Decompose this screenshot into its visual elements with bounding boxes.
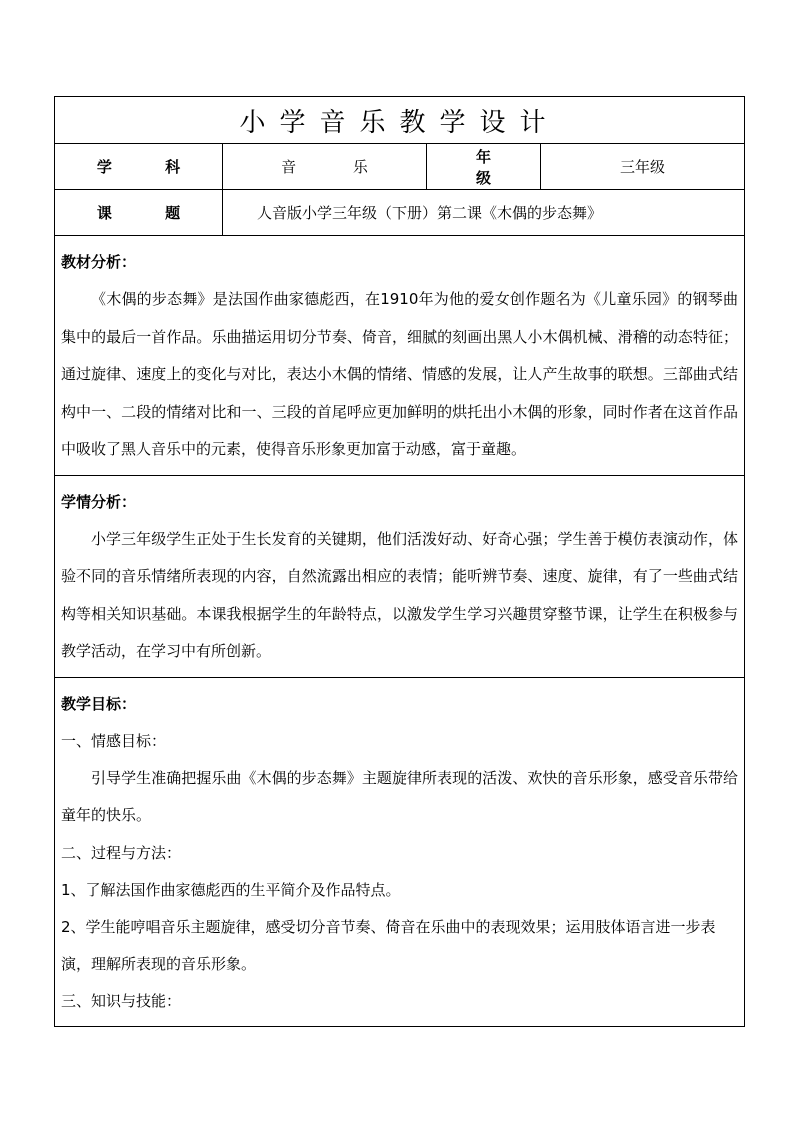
subject-value: 音 乐 bbox=[223, 144, 427, 190]
topic-label: 课 题 bbox=[55, 190, 223, 236]
student-analysis-heading: 学情分析： bbox=[61, 492, 137, 511]
topic-value: 人音版小学三年级（下册）第二课《木偶的步态舞》 bbox=[223, 190, 745, 236]
grade-value: 三年级 bbox=[541, 144, 745, 190]
material-analysis-heading: 教材分析： bbox=[61, 253, 137, 271]
lesson-plan-page bbox=[54, 96, 744, 1027]
skill-objective-title: 三、知识与技能： bbox=[61, 991, 182, 1010]
process-objective-item-2: 2、学生能哼唱音乐主题旋律，感受切分音节奏、倚音在乐曲中的表现效果；运用肢体语言进一步表演，理解所表现的音乐形象。 bbox=[61, 917, 716, 973]
process-objective-title: 二、过程与方法： bbox=[61, 843, 182, 862]
grade-label: 年 级 bbox=[427, 144, 541, 190]
lesson-plan-table bbox=[54, 96, 745, 1027]
student-analysis-text: 小学三年级学生正处于生长发育的关键期，他们活泼好动、好奇心强；学生善于模仿表演动作，体验不同的音乐情绪所表现的内容，自然流露出相应的表情；能听辨节奏、速度、旋律，有了一些曲式结构等相关知识基础。本课我根据学生的年龄特点，以激发学生学习兴趣贯穿整节课，让学生在积极参与教学活动，在学习中有所创新。 bbox=[61, 529, 739, 660]
material-analysis-text: 《木偶的步态舞》是法国作曲家德彪西，在1910年为他的爱女创作题名为《儿童乐园》的钢琴曲集中的最后一首作品。乐曲描运用切分节奏、倚音，细腻的刻画出黑人小木偶机械、滑稽的动态特征；通过旋律、速度上的变化与对比，表达小木偶的情绪、情感的发展，让人产生故事的联想。三部曲式结构中一、二段的情绪对比和一、三段的首尾呼应更加鲜明的烘托出小木偶的形象，同时作者在这首作品中吸收了黑人音乐中的元素，使得音乐形象更加富于动感，富于童趣。 bbox=[61, 290, 739, 458]
subject-label: 学 科 bbox=[55, 144, 223, 190]
objectives-section bbox=[55, 677, 745, 1026]
page-title: 小学音乐教学设计 bbox=[55, 97, 745, 144]
objectives-heading: 教学目标： bbox=[61, 694, 137, 713]
process-objective-item-1: 1、了解法国作曲家德彪西的生平简介及作品特点。 bbox=[61, 880, 401, 899]
material-analysis-section bbox=[55, 236, 745, 476]
student-analysis-section bbox=[55, 475, 745, 677]
emotion-objective-text: 引导学生准确把握乐曲《木偶的步态舞》主题旋律所表现的活泼、欢快的音乐形象，感受音乐带给童年的快乐。 bbox=[61, 768, 739, 824]
emotion-objective-title: 一、情感目标： bbox=[61, 731, 167, 750]
